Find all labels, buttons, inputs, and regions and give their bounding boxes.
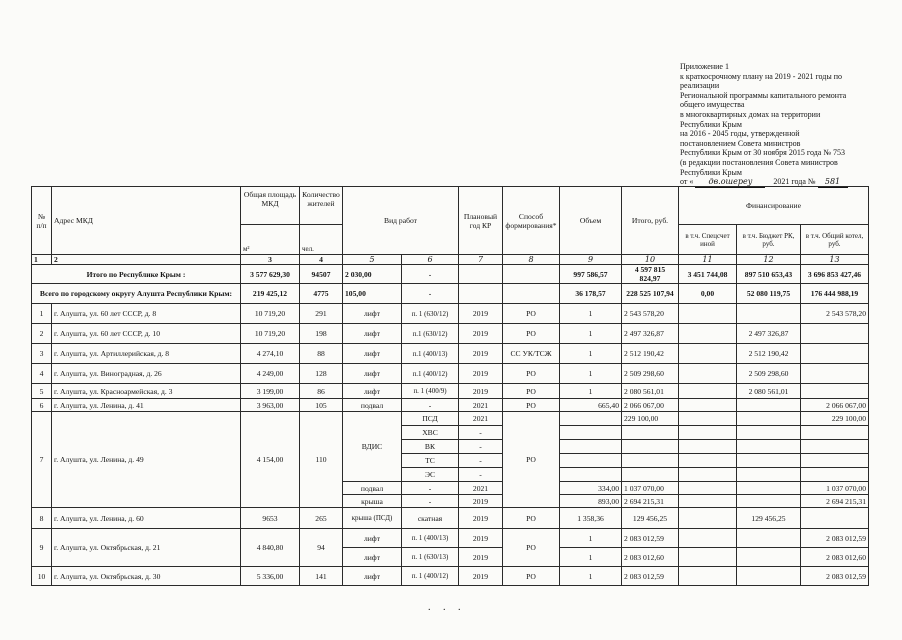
- row-fin3: 1 037 070,00: [801, 482, 869, 495]
- row-total: 1 037 070,00: [622, 482, 679, 495]
- row-area: 3 199,00: [241, 384, 300, 399]
- col-number: 9: [560, 255, 622, 265]
- row-fin2: [737, 454, 801, 468]
- row-total: [622, 468, 679, 482]
- row-work: крыша (ПСД): [343, 508, 402, 529]
- row-address: г. Алушта, ул. Артиллерийская, д. 8: [52, 344, 241, 364]
- row-method: РО: [503, 384, 560, 399]
- total-work2: -: [402, 265, 459, 284]
- row-fin3: [801, 454, 869, 468]
- empty-cell: [503, 265, 560, 284]
- header-row: [32, 187, 869, 225]
- appendix-line: реализации: [680, 81, 720, 91]
- row-work: лифт: [343, 567, 402, 586]
- row-total: 129 456,25: [622, 508, 679, 529]
- row-fin1: [679, 482, 737, 495]
- row-total: 2 543 578,20: [622, 304, 679, 324]
- row-total: 2 083 012,59: [622, 529, 679, 548]
- row-num: 4: [32, 364, 52, 384]
- appendix-line: Республики Крым от 30 ноября 2015 года № 753: [680, 148, 845, 158]
- total-work: 2 030,00: [343, 265, 402, 284]
- row-total: 2 080 561,01: [622, 384, 679, 399]
- row-work: лифт: [343, 548, 402, 567]
- row-total: 2 694 215,31: [622, 495, 679, 508]
- row-volume: 1: [560, 567, 622, 586]
- row-total: 2 066 067,00: [622, 399, 679, 412]
- row-work: лифт: [343, 344, 402, 364]
- row-total: [622, 426, 679, 440]
- row-work-detail: -: [402, 495, 459, 508]
- row-num: 1: [32, 304, 52, 324]
- row-work-detail: ХВС: [402, 426, 459, 440]
- table-row: [32, 384, 869, 399]
- total-area: 3 577 629,30: [241, 265, 300, 284]
- row-year: -: [459, 440, 503, 454]
- row-fin2: 2 497 326,87: [737, 324, 801, 344]
- row-fin1: [679, 529, 737, 548]
- row-fin1: [679, 548, 737, 567]
- row-work-detail: ТС: [402, 454, 459, 468]
- row-residents: 291: [300, 304, 343, 324]
- table-row: [32, 364, 869, 384]
- area-unit: м²: [241, 225, 300, 255]
- row-fin1: [679, 412, 737, 426]
- row-residents: 110: [300, 412, 343, 508]
- appendix-line: в многоквартирных домах на территории: [680, 109, 821, 119]
- row-year: 2021: [459, 412, 503, 426]
- row-total: 2 512 190,42: [622, 344, 679, 364]
- alushta-work: 105,00: [343, 284, 402, 304]
- row-total: 2 083 012,59: [622, 567, 679, 586]
- row-fin1: [679, 508, 737, 529]
- row-work-detail: п. 1 (400/9): [402, 384, 459, 399]
- row-fin1: [679, 304, 737, 324]
- row-area: 10 719,20: [241, 304, 300, 324]
- total-fin1: 3 451 744,08: [679, 265, 737, 284]
- row-work: подвал: [343, 482, 402, 495]
- row-fin3: [801, 364, 869, 384]
- row-residents: 105: [300, 399, 343, 412]
- ot-year: 2021 года №: [773, 177, 816, 187]
- row-volume: 1: [560, 384, 622, 399]
- alushta-volume: 36 178,57: [560, 284, 622, 304]
- row-num: 6: [32, 399, 52, 412]
- row-residents: 86: [300, 384, 343, 399]
- row-method: СС УК/ТСЖ: [503, 344, 560, 364]
- row-volume: [560, 426, 622, 440]
- row-year: 2019: [459, 548, 503, 567]
- row-work: подвал: [343, 399, 402, 412]
- row-fin1: [679, 567, 737, 586]
- row-year: 2019: [459, 364, 503, 384]
- row-total: [622, 440, 679, 454]
- row-address: г. Алушта, ул. Ленина, д. 41: [52, 399, 241, 412]
- row-fin2: 129 456,25: [737, 508, 801, 529]
- total-alushta-row: [32, 284, 869, 304]
- row-fin2: 2 080 561,01: [737, 384, 801, 399]
- row-area: 4 840,80: [241, 529, 300, 567]
- row-fin3: [801, 426, 869, 440]
- row-total: [622, 454, 679, 468]
- row-fin2: [737, 529, 801, 548]
- row-fin1: [679, 384, 737, 399]
- row-volume: 1: [560, 548, 622, 567]
- row-work-detail: п. 1 (630/13): [402, 548, 459, 567]
- row-work: лифт: [343, 324, 402, 344]
- row-fin3: [801, 324, 869, 344]
- col-year-header: Плановый год КР: [459, 187, 503, 255]
- row-fin1: [679, 426, 737, 440]
- row-residents: 141: [300, 567, 343, 586]
- alushta-sum: 228 525 107,94: [622, 284, 679, 304]
- row-volume: [560, 454, 622, 468]
- total-fin3: 3 696 853 427,46: [801, 265, 869, 284]
- row-volume: 334,00: [560, 482, 622, 495]
- row-work-detail: ПСД: [402, 412, 459, 426]
- row-work-detail: скатная: [402, 508, 459, 529]
- row-area: 5 336,00: [241, 567, 300, 586]
- table-row: [32, 412, 869, 426]
- col-number: 13: [801, 255, 869, 265]
- row-num: 5: [32, 384, 52, 399]
- row-volume: 1: [560, 304, 622, 324]
- table-row: [32, 529, 869, 548]
- row-year: -: [459, 454, 503, 468]
- col-number: 4: [300, 255, 343, 265]
- row-year: 2019: [459, 304, 503, 324]
- row-residents: 88: [300, 344, 343, 364]
- alushta-residents: 4775: [300, 284, 343, 304]
- row-fin2: [737, 468, 801, 482]
- col-number: 11: [679, 255, 737, 265]
- row-work: лифт: [343, 384, 402, 399]
- row-fin2: [737, 440, 801, 454]
- row-volume: 1: [560, 344, 622, 364]
- col-area-header: Общая площадь МКД: [241, 187, 300, 225]
- col-address-header: Адрес МКД: [52, 187, 241, 255]
- col-method-header: Способ формирования*: [503, 187, 560, 255]
- row-year: 2019: [459, 529, 503, 548]
- row-fin2: 2 509 298,60: [737, 364, 801, 384]
- appendix-line: Региональной программы капитального ремонта: [680, 90, 847, 100]
- column-numbers-row: [32, 255, 869, 265]
- row-work-detail: п.1 (400/13): [402, 344, 459, 364]
- row-num: 9: [32, 529, 52, 567]
- col-residents-header: Количество жителей: [300, 187, 343, 225]
- row-fin3: [801, 508, 869, 529]
- row-fin1: [679, 468, 737, 482]
- alushta-fin2: 52 080 119,75: [737, 284, 801, 304]
- row-work-detail: п.1 (400/12): [402, 364, 459, 384]
- col-number: 12: [737, 255, 801, 265]
- row-fin2: 2 512 190,42: [737, 344, 801, 364]
- row-residents: 198: [300, 324, 343, 344]
- appendix-line: на 2016 - 2045 годы, утвержденной: [680, 129, 800, 139]
- row-work-detail: -: [402, 482, 459, 495]
- alushta-work2: -: [402, 284, 459, 304]
- row-fin1: [679, 454, 737, 468]
- row-address: г. Алушта, ул. Ленина, д. 60: [52, 508, 241, 529]
- col-fin1-header: в т.ч. Спецсчет иной: [679, 225, 737, 255]
- col-number: 2: [52, 255, 241, 265]
- total-residents: 94507: [300, 265, 343, 284]
- col-num-header: № п/п: [32, 187, 52, 255]
- handwritten-number: 581: [818, 177, 848, 188]
- total-sum: 4 597 815 824,97: [622, 265, 679, 284]
- row-work-vdis: ВДИС: [343, 412, 402, 482]
- row-volume: 665,40: [560, 399, 622, 412]
- row-work-detail: п. 1 (400/13): [402, 529, 459, 548]
- row-fin1: [679, 495, 737, 508]
- row-work-detail: п.1 (630/12): [402, 324, 459, 344]
- row-fin3: 2 543 578,20: [801, 304, 869, 324]
- row-method: РО: [503, 529, 560, 567]
- row-fin3: 2 066 067,00: [801, 399, 869, 412]
- alushta-fin1: 0,00: [679, 284, 737, 304]
- row-year: -: [459, 426, 503, 440]
- row-fin2: [737, 412, 801, 426]
- row-fin3: 2 083 012,59: [801, 567, 869, 586]
- row-volume: 893,00: [560, 495, 622, 508]
- row-work: крыша: [343, 495, 402, 508]
- ot-prefix: от «: [680, 177, 694, 187]
- appendix-line: (в редакции постановления Совета министров: [680, 157, 838, 167]
- row-volume: 1: [560, 529, 622, 548]
- row-area: 4 249,00: [241, 364, 300, 384]
- col-number: 1: [32, 255, 52, 265]
- row-address: г. Алушта, ул. 60 лет СССР, д. 8: [52, 304, 241, 324]
- col-fin2-header: в т.ч. Бюджет РК, руб.: [737, 225, 801, 255]
- row-fin3: 2 083 012,59: [801, 529, 869, 548]
- row-fin3: [801, 344, 869, 364]
- handwritten-date: дв.ошереу: [695, 177, 765, 188]
- col-number: 8: [503, 255, 560, 265]
- row-address: г. Алушта, ул. Красноармейская, д. 3: [52, 384, 241, 399]
- appendix-header: [680, 62, 880, 188]
- row-fin1: [679, 344, 737, 364]
- row-area: 4 154,00: [241, 412, 300, 508]
- col-fin3-header: в т.ч. Общий котел, руб.: [801, 225, 869, 255]
- col-financing-header: Финансирование: [679, 187, 869, 225]
- col-number: 5: [343, 255, 402, 265]
- row-residents: 128: [300, 364, 343, 384]
- row-method: РО: [503, 324, 560, 344]
- row-area: 3 963,00: [241, 399, 300, 412]
- row-area: 4 274,10: [241, 344, 300, 364]
- row-num: 10: [32, 567, 52, 586]
- col-total-header: Итого, руб.: [622, 187, 679, 255]
- row-total: 2 497 326,87: [622, 324, 679, 344]
- row-fin1: [679, 440, 737, 454]
- row-total: 2 083 012,60: [622, 548, 679, 567]
- row-fin2: [737, 399, 801, 412]
- row-fin2: [737, 495, 801, 508]
- continuation-dots: . . .: [428, 602, 466, 613]
- row-year: 2019: [459, 324, 503, 344]
- appendix-line: к краткосрочному плану на 2019 - 2021 годы по: [680, 71, 843, 81]
- row-fin3: [801, 440, 869, 454]
- total-fin2: 897 510 653,43: [737, 265, 801, 284]
- col-work-header: Вид работ: [343, 187, 459, 255]
- row-volume: [560, 412, 622, 426]
- row-fin1: [679, 399, 737, 412]
- alushta-label: Всего по городскому округу Алушта Республики Крым:: [32, 284, 241, 304]
- row-address: г. Алушта, ул. 60 лет СССР, д. 10: [52, 324, 241, 344]
- row-num: 7: [32, 412, 52, 508]
- row-fin1: [679, 324, 737, 344]
- row-fin2: [737, 426, 801, 440]
- row-fin3: [801, 468, 869, 482]
- appendix-line: постановлением Совета министров: [680, 138, 801, 148]
- row-year: -: [459, 468, 503, 482]
- table-row: [32, 344, 869, 364]
- row-work: лифт: [343, 304, 402, 324]
- appendix-line: общего имущества: [680, 100, 745, 110]
- row-volume: 1: [560, 364, 622, 384]
- empty-cell: [459, 265, 503, 284]
- row-work: лифт: [343, 529, 402, 548]
- row-work-detail: -: [402, 399, 459, 412]
- table-row: [32, 508, 869, 529]
- capital-repair-table: [31, 186, 869, 586]
- row-fin2: [737, 304, 801, 324]
- col-number: 3: [241, 255, 300, 265]
- row-fin1: [679, 364, 737, 384]
- row-address: г. Алушта, ул. Ленина, д. 49: [52, 412, 241, 508]
- row-area: 10 719,20: [241, 324, 300, 344]
- table-row: [32, 567, 869, 586]
- row-method: РО: [503, 399, 560, 412]
- row-work-detail: п. 1 (400/12): [402, 567, 459, 586]
- row-area: 9653: [241, 508, 300, 529]
- row-fin3: 2 694 215,31: [801, 495, 869, 508]
- row-year: 2021: [459, 482, 503, 495]
- row-num: 8: [32, 508, 52, 529]
- table-row: [32, 304, 869, 324]
- row-fin3: 2 083 012,60: [801, 548, 869, 567]
- row-work-detail: ВК: [402, 440, 459, 454]
- col-number: 6: [402, 255, 459, 265]
- row-total: 2 509 298,60: [622, 364, 679, 384]
- row-num: 3: [32, 344, 52, 364]
- row-method: РО: [503, 567, 560, 586]
- row-method: РО: [503, 412, 560, 508]
- appendix-line: Приложение 1: [680, 62, 729, 71]
- row-year: 2021: [459, 399, 503, 412]
- row-fin3: [801, 384, 869, 399]
- row-year: 2019: [459, 384, 503, 399]
- col-number: 10: [622, 255, 679, 265]
- appendix-line: Республики Крым: [680, 119, 742, 129]
- total-volume: 997 586,57: [560, 265, 622, 284]
- row-work-detail: п. 1 (630/12): [402, 304, 459, 324]
- residents-unit: чел.: [300, 225, 343, 255]
- row-method: РО: [503, 364, 560, 384]
- col-number: 7: [459, 255, 503, 265]
- alushta-area: 219 425,12: [241, 284, 300, 304]
- row-fin3: 229 100,00: [801, 412, 869, 426]
- row-address: г. Алушта, ул. Виноградная, д. 26: [52, 364, 241, 384]
- row-method: РО: [503, 508, 560, 529]
- total-label: Итого по Республике Крым :: [32, 265, 241, 284]
- row-total: 229 100,00: [622, 412, 679, 426]
- row-year: 2019: [459, 567, 503, 586]
- row-fin2: [737, 548, 801, 567]
- row-year: 2019: [459, 344, 503, 364]
- empty-cell: [503, 284, 560, 304]
- row-address: г. Алушта, ул. Октябрьская, д. 21: [52, 529, 241, 567]
- row-volume: [560, 440, 622, 454]
- row-residents: 265: [300, 508, 343, 529]
- row-work: лифт: [343, 364, 402, 384]
- row-fin2: [737, 482, 801, 495]
- row-address: г. Алушта, ул. Октябрьская, д. 30: [52, 567, 241, 586]
- row-year: 2019: [459, 495, 503, 508]
- row-fin2: [737, 567, 801, 586]
- alushta-fin3: 176 444 988,19: [801, 284, 869, 304]
- row-method: РО: [503, 304, 560, 324]
- empty-cell: [459, 284, 503, 304]
- row-num: 2: [32, 324, 52, 344]
- table-row: [32, 324, 869, 344]
- row-volume: [560, 468, 622, 482]
- row-work-detail: ЭС: [402, 468, 459, 482]
- total-republic-row: [32, 265, 869, 284]
- row-residents: 94: [300, 529, 343, 567]
- row-year: 2019: [459, 508, 503, 529]
- table-row: [32, 399, 869, 412]
- col-volume-header: Объем: [560, 187, 622, 255]
- appendix-line: Республики Крым: [680, 167, 742, 177]
- row-volume: 1: [560, 324, 622, 344]
- row-volume: 1 358,36: [560, 508, 622, 529]
